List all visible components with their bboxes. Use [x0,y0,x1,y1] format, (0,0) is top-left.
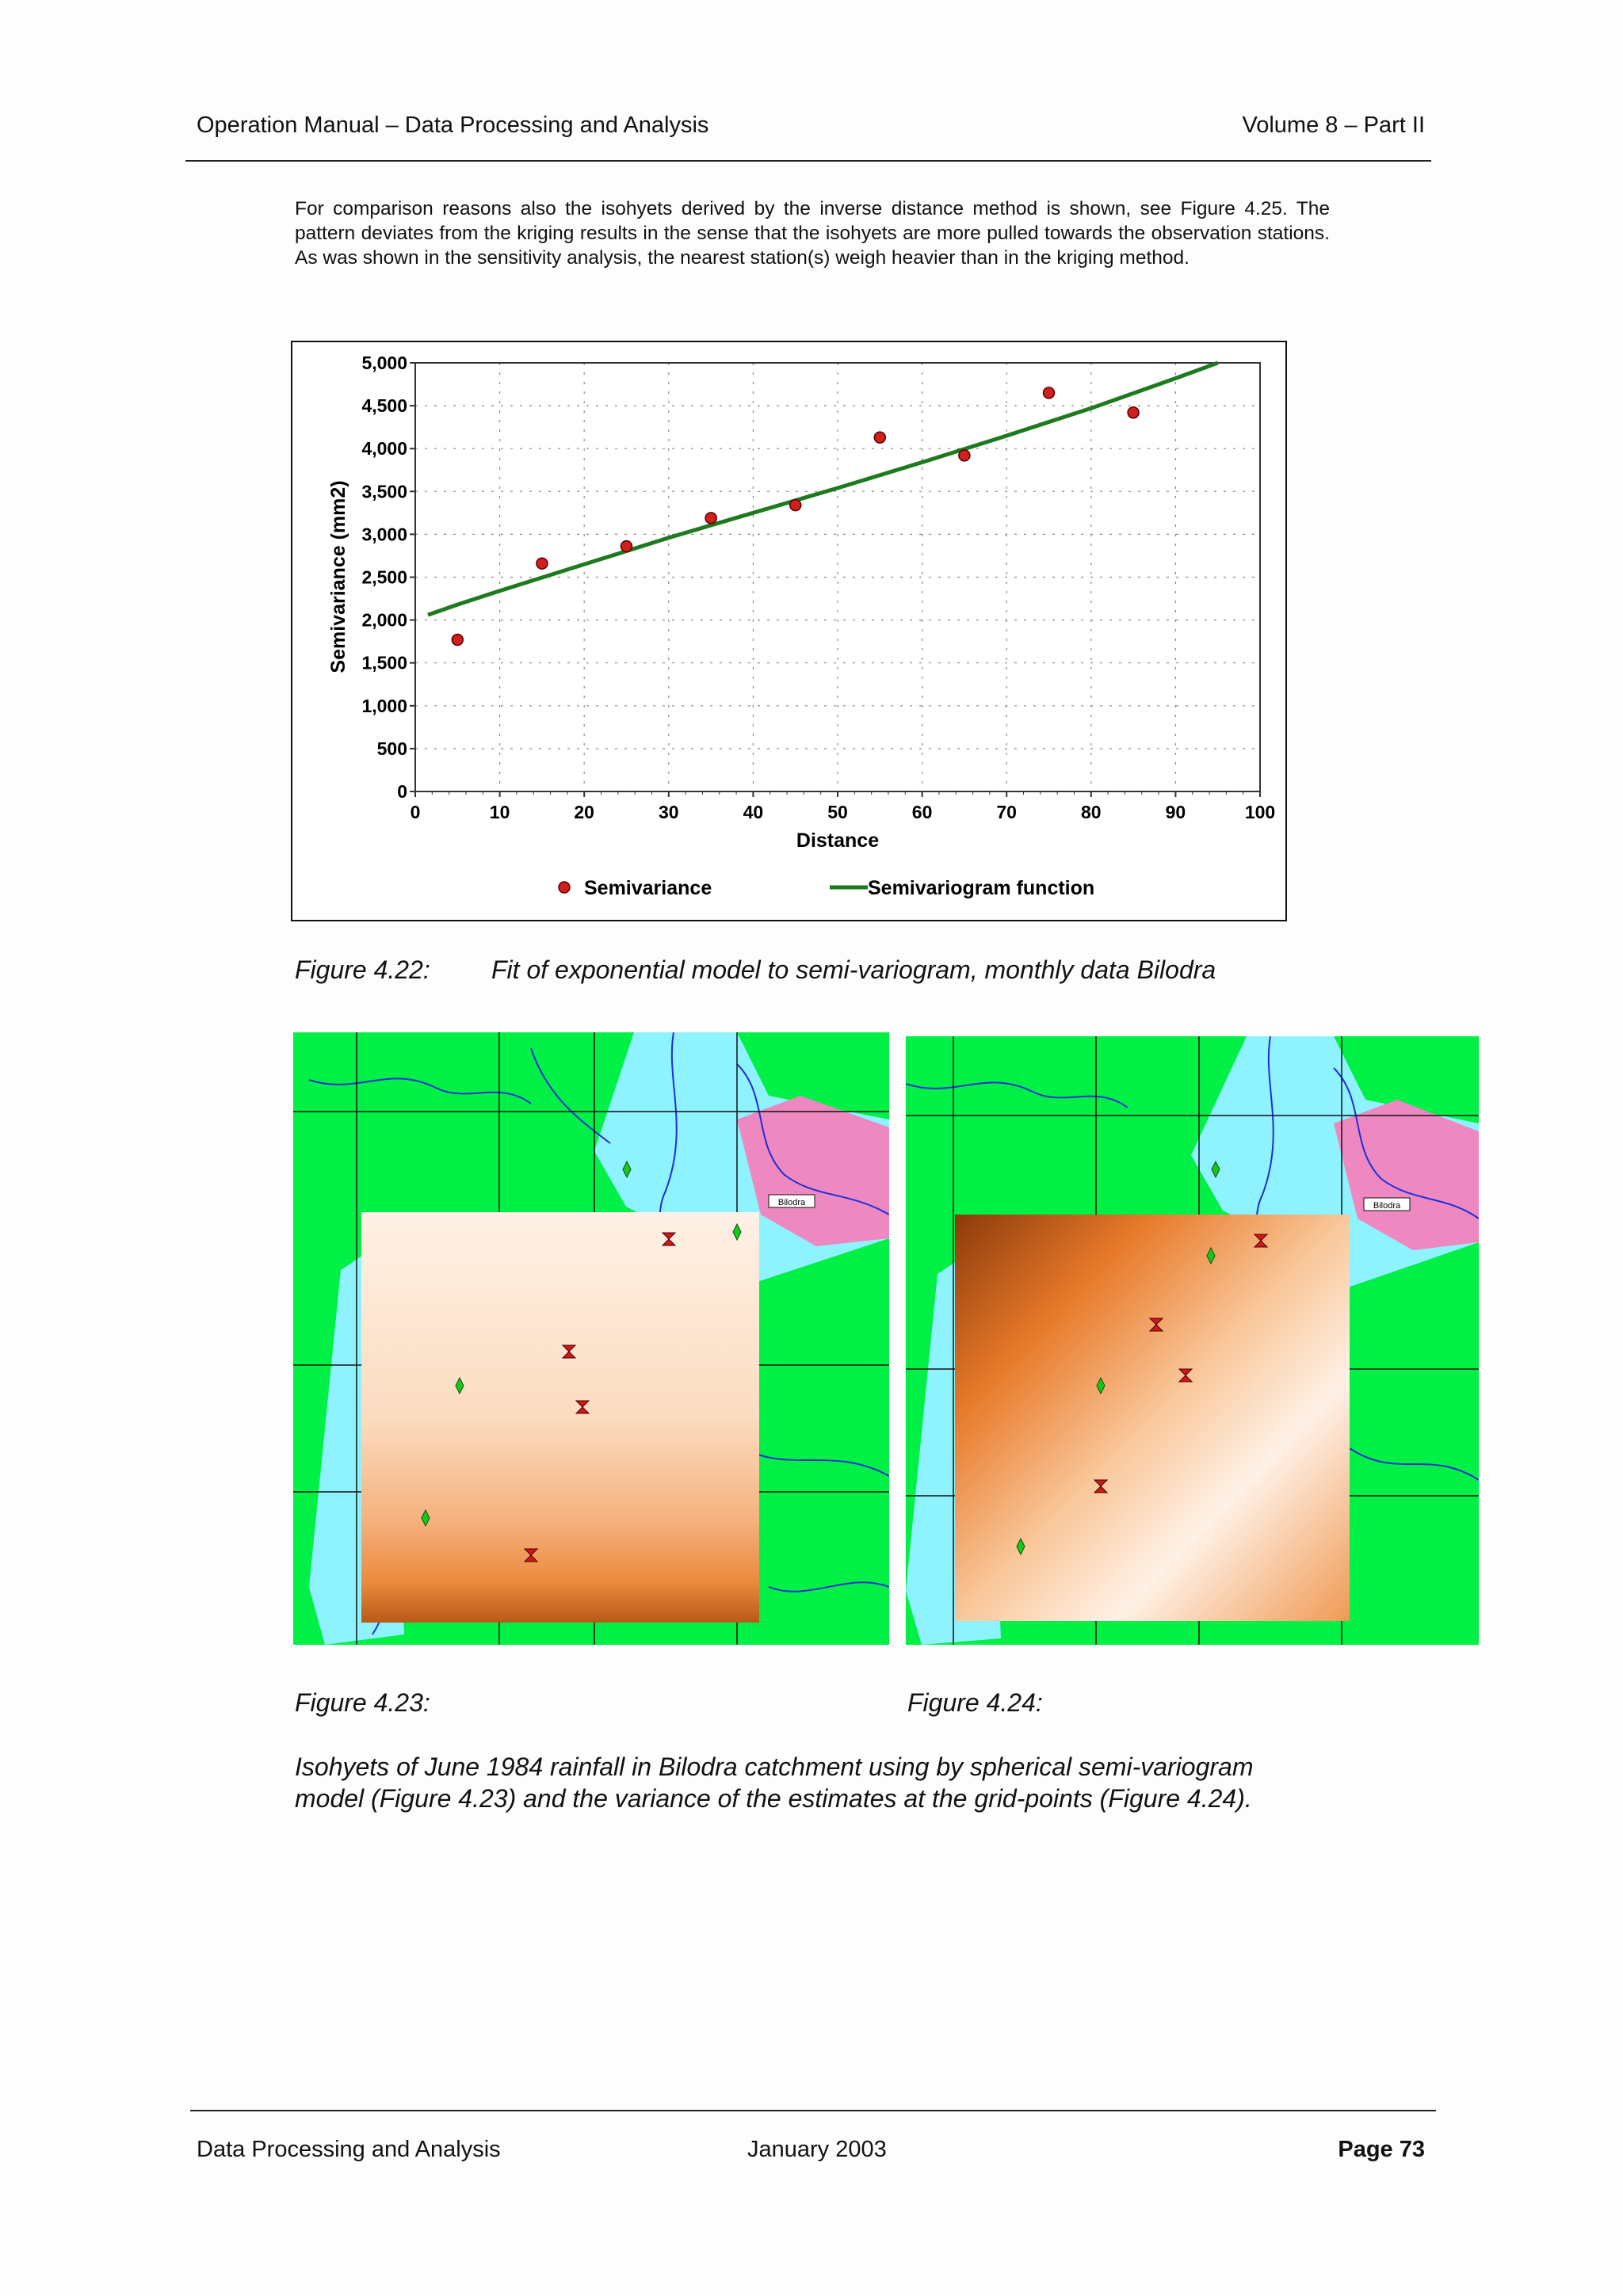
y-tick-label: 2,000 [361,609,407,631]
semivariance-point [1044,387,1055,399]
header-right: Volume 8 – Part II [1242,113,1425,138]
map-figure-4-23 [293,1032,889,1645]
y-tick-label: 5,000 [361,353,407,373]
map-4-23-svg [293,1032,889,1645]
y-tick-label: 1,500 [361,652,407,673]
y-tick-label: 3,000 [361,524,407,545]
y-tick-label: 0 [397,781,407,802]
x-tick-label: 100 [1244,802,1276,822]
x-tick-label: 40 [743,802,764,822]
legend-function-label: Semivariogram function [868,877,1095,899]
map-4-24-svg [906,1036,1479,1645]
chart-svg [292,342,1285,920]
y-tick-label: 1,000 [361,695,407,716]
x-tick-label: 50 [827,802,848,822]
x-tick-label: 80 [1081,802,1102,822]
footer-center: January 2003 [747,2137,887,2162]
semivariogram-function-line [428,363,1218,615]
x-tick-label: 0 [410,802,421,822]
y-tick-label: 500 [376,738,407,759]
x-axis-label: Distance [796,830,880,852]
legend [559,877,1094,899]
x-tick-label: 70 [996,802,1017,822]
y-tick-labels [361,353,415,802]
y-tick-label: 3,500 [361,481,407,502]
semivariogram-chart [291,341,1287,921]
x-tick-label: 20 [574,802,594,822]
semivariance-point [1128,407,1139,418]
footer-page-number: Page 73 [1338,2137,1425,2162]
semivariance-point [452,634,463,645]
semivariance-point [790,500,801,511]
x-tick-label: 90 [1165,802,1186,822]
footer-rule [190,2110,1436,2111]
combined-caption-line1: Isohyets of June 1984 rainfall in Bilodra catchment using by spherical semi-variogram [295,1753,1254,1781]
fig424-number: Figure 4.24: [907,1688,1043,1717]
combined-caption-line2: model (Figure 4.23) and the variance of the estimates at the grid-points (Figure 4.24). [295,1784,1252,1813]
header-rule [185,160,1431,162]
fig422-number: Figure 4.22: [295,955,430,984]
footer-left: Data Processing and Analysis [197,2137,501,2162]
semivariance-point [959,450,970,461]
semivariance-point [705,513,716,524]
body-paragraph: For comparison reasons also the isohyets derived by the inverse distance method is shown, see Figure 4.25. The pattern deviates from the kriging results in the sense that the isohyets are more pulled towards the observation stations. As was shown in the sensitivity analysis, the nearest station(s) weigh heavier than in the kriging method. [295,198,1330,269]
semivariance-point [537,558,548,569]
legend-semivariance-label: Semivariance [584,877,712,899]
fig423-number: Figure 4.23: [295,1688,430,1717]
isohyet-grid [361,1212,759,1623]
y-tick-label: 4,500 [361,395,407,417]
y-tick-label: 2,500 [361,566,407,588]
y-axis-label: Semivariance (mm2) [327,480,349,673]
map-figure-4-24 [906,1036,1479,1645]
variance-grid [955,1215,1350,1621]
header-left: Operation Manual – Data Processing and Analysis [197,113,709,138]
semivariance-point [874,432,885,443]
x-tick-label: 60 [911,802,933,822]
x-tick-label: 10 [489,802,510,822]
fig422-title: Fit of exponential model to semi-variogram, monthly data Bilodra [491,955,1216,984]
map-label-text-2: Bilodra [1373,1201,1401,1211]
semivariance-point [621,541,632,552]
x-tick-label: 30 [659,802,679,822]
map-label-text: Bilodra [777,1198,806,1207]
legend-semivariance-marker [559,882,570,893]
y-tick-label: 4,000 [361,438,407,460]
x-tick-labels [411,791,1276,822]
semivariogram-function-path [428,363,1218,615]
